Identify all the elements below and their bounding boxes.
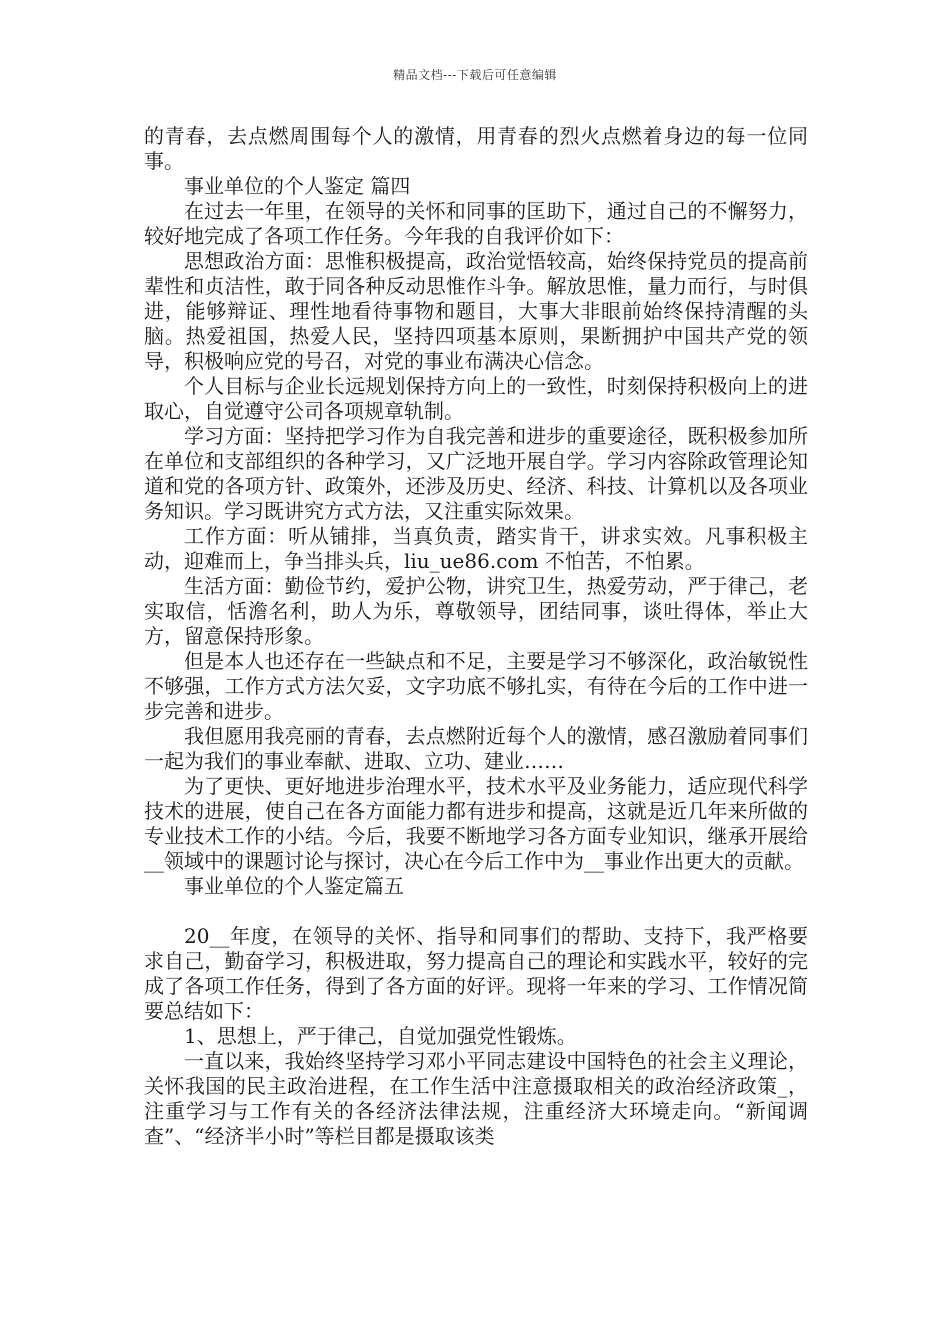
paragraph: 思想政治方面：思惟积极提高，政治觉悟较高，始终保持党员的提高前辈性和贞洁性，敢于同各种反动思惟作斗争。解放思惟，量力而行，与时俱进，能够辩证、理性地看待事物和题目，大事大非眼前始终保持清醒的头脑。热爱祖国，热爱人民，坚持四项基本原则，果断拥护中国共产党的领导，积极响应党的号召，对党的事业布满决心信念。 bbox=[144, 249, 808, 373]
section-title-part5: 事业单位的个人鉴定篇五 bbox=[184, 874, 404, 898]
paragraph: 20__年度，在领导的关怀、指导和同事们的帮助、支持下，我严格要求自己，勤奋学习，积极进取，努力提高自己的理论和实践水平，较好的完成了各项工作任务，得到了各方面的好评。现将一年来的学习、工作情况简要总结如下： bbox=[144, 924, 808, 1023]
document-body bbox=[144, 124, 808, 1149]
paragraph: 在过去一年里，在领导的关怀和同事的匡助下，通过自己的不懈努力，较好地完成了各项工作任务。今年我的自我评价如下： bbox=[144, 199, 808, 248]
paragraph: 一直以来，我始终坚持学习邓小平同志建设中国特色的社会主义理论，关怀我国的民主政治进程，在工作生活中注意摄取相关的政治经济政策_，注重学习与工作有关的各经济法律法规，注重经济大环境走向。“新闻调查”、“经济半小时”等栏目都是摄取该类 bbox=[144, 1049, 808, 1148]
paragraph: 生活方面：勤俭节约，爱护公物，讲究卫生，热爱劳动，严于律己，老实取信，恬澹名利，助人为乐，尊敬领导，团结同事，谈吐得体，举止大方，留意保持形象。 bbox=[144, 574, 808, 648]
paragraph: 个人目标与企业长远规划保持方向上的一致性，时刻保持积极向上的进取心，自觉遵守公司各项规章轨制。 bbox=[144, 374, 808, 423]
page-header: 精品文档---下载后可任意编辑 bbox=[393, 68, 557, 82]
paragraph: 工作方面：听从铺排，当真负责，踏实肯干，讲求实效。凡事积极主动，迎难而上，争当排头兵，liu_ue86.com 不怕苦，不怕累。 bbox=[144, 524, 808, 573]
paragraph: 我但愿用我亮丽的青春，去点燃附近每个人的激情，感召激励着同事们一起为我们的事业奉献、进取、立功、建业…… bbox=[144, 724, 808, 773]
paragraph: 1、思想上，严于律己，自觉加强党性锻炼。 bbox=[184, 1024, 577, 1048]
blank-line bbox=[144, 899, 808, 924]
paragraph: 学习方面：坚持把学习作为自我完善和进步的重要途径，既积极参加所在单位和支部组织的各种学习，又广泛地开展自学。学习内容除政管理论知道和党的各项方针、政策外，还涉及历史、经济、科技、计算机以及各项业务知识。学习既讲究方式方法，又注重实际效果。 bbox=[144, 424, 808, 523]
paragraph: 为了更快、更好地进步治理水平，技术水平及业务能力，适应现代科学技术的进展，使自己在各方面能力都有进步和提高，这就是近几年来所做的专业技术工作的小结。今后，我要不断地学习各方面专业知识，继承开展给__领域中的课题讨论与探讨，决心在今后工作中为__事业作出更大的贡献。 bbox=[144, 774, 808, 873]
section-title-part4: 事业单位的个人鉴定 篇四 bbox=[184, 174, 411, 198]
paragraph: 但是本人也还存在一些缺点和不足，主要是学习不够深化，政治敏锐性不够强，工作方式方法欠妥，文字功底不够扎实，有待在今后的工作中进一步完善和进步。 bbox=[144, 649, 808, 723]
paragraph: 的青春，去点燃周围每个人的激情，用青春的烈火点燃着身边的每一位同事。 bbox=[144, 124, 808, 173]
